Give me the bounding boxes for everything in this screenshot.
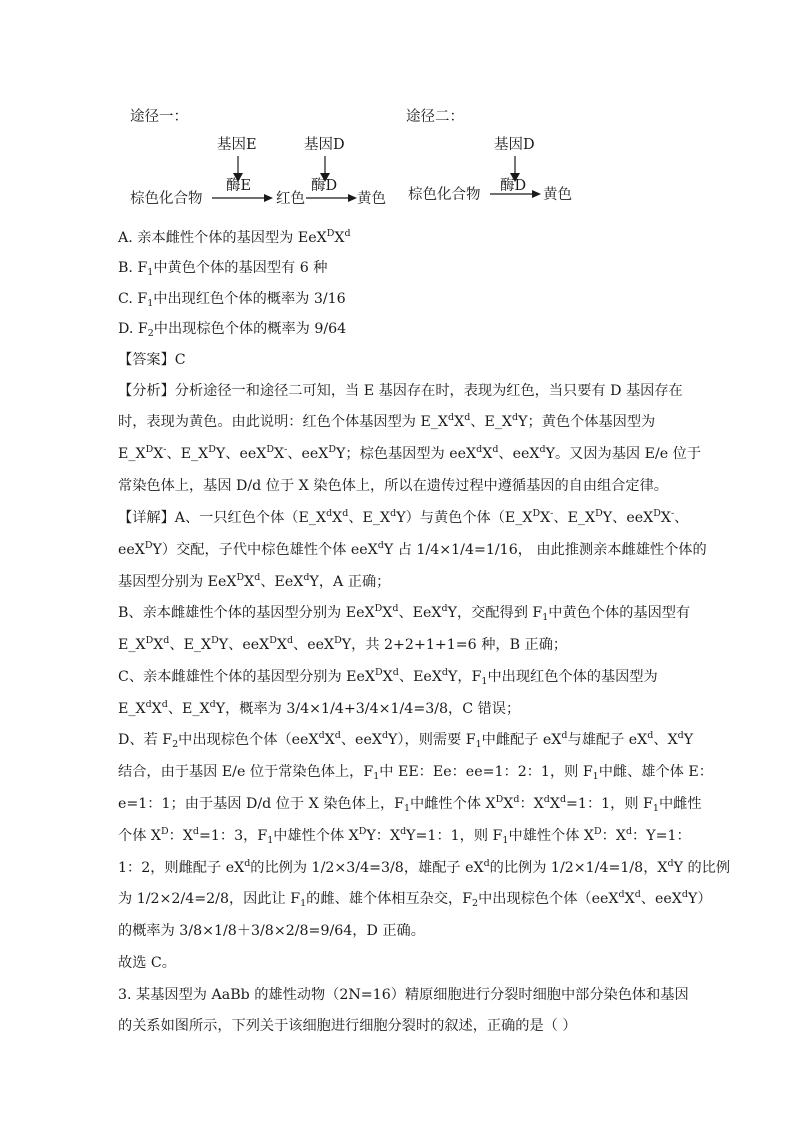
text-segment: X [660, 510, 671, 526]
supscript: d [513, 794, 520, 805]
text-segment: Y。又因为基因 E/e 位于 [545, 446, 702, 462]
text-segment: X [273, 446, 285, 462]
subscript: 1 [404, 803, 411, 814]
text-segment: 中雌性个体 X [410, 796, 496, 812]
text-segment: E_X [118, 637, 146, 653]
text-segment: 中雌、雄个体 E： [598, 764, 713, 780]
text-segment: 、EeX [398, 669, 442, 685]
text-segment: X [549, 796, 560, 812]
text-segment: Y：X [366, 828, 401, 844]
supscript: d [318, 730, 325, 741]
analysis-line-1 [118, 384, 683, 398]
detail-line-1 [118, 508, 689, 526]
text-segment: ：X [168, 828, 193, 844]
text-segment: A. 亲本雌性个体的基因型为 EeX [118, 230, 327, 246]
supscript: d [286, 635, 294, 646]
path1-arrow-to-yellow [306, 193, 358, 203]
text-segment: 中出现棕色个体（eeX [478, 891, 619, 907]
supscript: D [532, 508, 541, 519]
supscript: d [334, 730, 341, 741]
text-segment: 个体 X [118, 828, 161, 844]
text-segment: 常染色体上，基因 D/d 位于 X 染色体上，所以在遗传过程中遵循基因的自由组合定律。 [118, 478, 668, 494]
text-segment: ：Y=1： [632, 828, 691, 844]
option-a [118, 228, 351, 246]
supscript: - [284, 444, 288, 455]
text-segment: 【详解】A、一只红色个体（E_X [118, 510, 327, 526]
supscript: D [326, 228, 335, 239]
text-segment: 中出现红色个体的概率为 3/16 [153, 291, 346, 307]
text-segment: Y、eeX [602, 510, 654, 526]
text-segment: X [382, 605, 393, 621]
subscript: 2 [172, 739, 179, 750]
text-segment: =1：1，则 F [566, 796, 653, 812]
text-segment: X [540, 510, 551, 526]
path2-enzyme-d: 酶D [500, 178, 527, 194]
detail-line-2 [118, 540, 707, 558]
supscript: d [559, 794, 567, 805]
text-segment: 中出现棕色个体的概率为 9/64 [153, 321, 347, 337]
subscript: 1 [267, 835, 274, 846]
supscript: d [539, 444, 546, 455]
text-segment: 、eeX [287, 446, 329, 462]
conclusion-line: 故选 C。 [118, 955, 176, 971]
path1-enzyme-d: 酶D [311, 178, 338, 194]
text-segment: Y [683, 732, 694, 748]
supscript: D [653, 508, 661, 519]
text-segment: 【分析】分析途径一和途径二可知，当 E 基因存在时，表现为红色，当只要有 D 基因存在 [118, 383, 683, 399]
text-segment: 的比例为 1/2×1/4=1/8，X [489, 860, 668, 876]
text-segment: 结合，由于基因 E/e 位于常染色体上，F [118, 764, 374, 780]
supscript: d [390, 508, 397, 519]
supscript: d [209, 699, 216, 710]
text-segment: Y 占 1/4×1/4=1/16， 由此推测亲本雌雄性个体的 [383, 542, 707, 558]
text-segment: Y，交配得到 F [447, 605, 543, 621]
text-segment: 、 [674, 510, 689, 526]
subscript: 1 [502, 835, 509, 846]
text-segment: 、E_X [470, 414, 513, 430]
subscript: 1 [147, 267, 154, 278]
detail-line-10 [118, 794, 702, 814]
text-segment: B、亲本雌雄性个体的基因型分别为 EeX [118, 605, 375, 621]
text-segment: X [153, 446, 164, 462]
text-segment: 中雌性 [658, 796, 702, 812]
detail-line-4 [118, 603, 691, 623]
text-segment: 的比例为 1/2×3/4=3/8，雄配子 eX [250, 860, 484, 876]
supscript: d [647, 730, 654, 741]
detail-line-13 [118, 889, 712, 909]
text-segment: eeX [118, 542, 145, 558]
subscript: 1 [475, 739, 482, 750]
text-segment: e=1：1；由于基因 D/d 位于 X 染色体上，F [118, 796, 404, 812]
supscript: D [145, 635, 154, 646]
text-segment: Y，F [448, 669, 482, 685]
text-segment: 中 EE：Ee：ee=1：2：1，则 F [379, 764, 593, 780]
text-segment: X [324, 732, 335, 748]
option-c [118, 291, 346, 309]
text-segment: 、E_X [553, 510, 596, 526]
subscript: 1 [652, 803, 659, 814]
supscript: d [163, 635, 170, 646]
option-b [118, 260, 328, 278]
supscript: d [464, 412, 471, 423]
path2-arrow-to-yellow [490, 189, 542, 199]
path1-enzyme-e: 酶E [226, 178, 252, 194]
supscript: d [448, 412, 455, 423]
path2-gene-d: 基因D [494, 137, 535, 153]
subscript: 2 [147, 328, 154, 339]
supscript: d [441, 667, 449, 678]
supscript: D [266, 444, 274, 455]
detail-line-14 [118, 924, 425, 938]
text-segment: 基因型分别为 EeX [118, 574, 237, 590]
text-segment: 、eeX [640, 891, 682, 907]
supscript: D [374, 603, 383, 614]
supscript: d [512, 412, 519, 423]
text-segment: 1：2，则雌配子 eX [118, 860, 245, 876]
text-segment: Y、eeX [215, 446, 267, 462]
path2-yellow: 黄色 [543, 187, 572, 203]
supscript: d [634, 889, 641, 900]
supscript: - [550, 508, 554, 519]
text-segment: 的雌、雄个体相互杂交，F [306, 891, 473, 907]
supscript: D [495, 794, 504, 805]
supscript: D [375, 667, 383, 678]
question3-line-2: 的关系如图所示，下列关于该细胞进行细胞分裂时的叙述，正确的是（ ） [118, 1018, 577, 1034]
text-segment: D、若 F [118, 732, 173, 748]
subscript: 1 [542, 612, 549, 623]
detail-line-5 [118, 635, 568, 653]
subscript: 2 [472, 898, 479, 909]
supscript: d [483, 858, 490, 869]
text-segment: Y，共 2+2+1+1=6 种，B 正确； [341, 637, 568, 653]
supscript: D [595, 508, 603, 519]
analysis-line-3 [118, 444, 702, 462]
text-segment: Y） [687, 891, 712, 907]
supscript: D [145, 444, 154, 455]
supscript: d [381, 730, 389, 741]
text-segment: 与雄配子 eX [567, 732, 648, 748]
text-segment: X [482, 446, 493, 462]
text-segment: =1：3，F [199, 828, 268, 844]
text-segment: 中黄色个体的基因型有 [548, 605, 691, 621]
text-segment: 、eeX [498, 446, 540, 462]
text-segment: X [332, 510, 343, 526]
subscript: 1 [300, 898, 307, 909]
text-segment: X [382, 669, 393, 685]
text-segment: 中出现棕色个体（eeX [178, 732, 319, 748]
supscript: d [377, 540, 384, 551]
text-segment: Y；黄色个体基因型为 [518, 414, 656, 430]
text-segment: Y，概率为 3/4×1/4+3/4×1/4=3/8，C 错误； [215, 701, 521, 717]
text-segment: X [276, 637, 287, 653]
text-segment: X [503, 796, 514, 812]
text-segment: B. F [118, 260, 148, 276]
text-segment: 中雌配子 eX [481, 732, 562, 748]
supscript: - [670, 508, 675, 519]
subscript: 1 [481, 676, 488, 687]
path1-title: 途径一： [130, 109, 188, 125]
supscript: d [392, 603, 399, 614]
path1-arrow-to-red [212, 193, 274, 203]
supscript: D [161, 826, 169, 837]
supscript: d [392, 667, 399, 678]
text-segment: Y=1：1，则 F [406, 828, 503, 844]
supscript: d [618, 889, 625, 900]
supscript: d [244, 858, 251, 869]
text-segment: ：X [519, 796, 544, 812]
subscript: 1 [373, 771, 380, 782]
text-segment: Y 的比例 [673, 860, 731, 876]
supscript: - [163, 444, 167, 455]
text-segment: X [153, 637, 164, 653]
subscript: 1 [147, 298, 154, 309]
supscript: d [342, 508, 349, 519]
text-segment: Y），则需要 F [388, 732, 476, 748]
supscript: D [236, 572, 245, 583]
text-segment: E_X [118, 446, 146, 462]
text-segment: Y、eeX [218, 637, 270, 653]
supscript: d [561, 730, 568, 741]
supscript: D [144, 540, 153, 551]
detail-line-3 [118, 572, 391, 590]
text-segment: Y，A 正确； [309, 574, 391, 590]
supscript: d [161, 699, 168, 710]
supscript: d [145, 699, 152, 710]
path2-substrate: 棕色化合物 [408, 187, 481, 203]
text-segment: C、亲本雌雄性个体的基因型分别为 EeX [118, 669, 376, 685]
supscript: D [211, 635, 219, 646]
detail-line-12 [118, 858, 731, 876]
supscript: d [441, 603, 448, 614]
text-segment: 、E_X [348, 510, 391, 526]
subscript: 1 [592, 771, 599, 782]
text-segment: C. F [118, 291, 148, 307]
text-segment: E_X [118, 701, 146, 717]
option-d [118, 321, 347, 339]
supscript: d [303, 572, 310, 583]
path1-gene-d: 基因D [304, 137, 345, 153]
analysis-line-2 [118, 412, 656, 430]
supscript: d [681, 889, 688, 900]
text-segment: 中雄性个体 X [508, 828, 595, 844]
detail-line-9 [118, 764, 713, 782]
text-segment: 、E_X [167, 701, 210, 717]
supscript: d [254, 572, 261, 583]
text-segment: X [334, 230, 345, 246]
text-segment: X [151, 701, 162, 717]
text-segment: Y；棕色基因型为 eeX [336, 446, 477, 462]
text-segment: 、eeX [293, 637, 335, 653]
supscript: D [269, 635, 277, 646]
text-segment: X [244, 574, 255, 590]
path1-red: 红色 [276, 191, 305, 207]
text-segment: 中黄色个体的基因型有 6 种 [153, 260, 328, 276]
analysis-line-4 [118, 479, 668, 493]
detail-line-7 [118, 699, 521, 717]
path1-yellow: 黄色 [357, 191, 386, 207]
text-segment: D. F [118, 321, 148, 337]
text-segment: 中雄性个体 X [273, 828, 359, 844]
supscript: d [344, 228, 351, 239]
text-segment: X [454, 414, 465, 430]
detail-line-8 [118, 730, 694, 750]
supscript: d [667, 858, 674, 869]
text-segment: 、X [653, 732, 678, 748]
text-segment: 、eeX [340, 732, 382, 748]
supscript: d [677, 730, 684, 741]
text-segment: 时，表现为黄色。由此说明：红色个体基因型为 E_X [118, 414, 448, 430]
supscript: d [543, 794, 550, 805]
supscript: D [208, 444, 216, 455]
supscript: D [334, 635, 342, 646]
supscript: D [358, 826, 367, 837]
supscript: d [492, 444, 499, 455]
text-segment: 、E_X [169, 637, 212, 653]
path1-gene-e: 基因E [217, 137, 257, 153]
text-segment: 、EeX [260, 574, 304, 590]
detail-line-11 [118, 826, 691, 846]
supscript: d [192, 826, 200, 837]
answer-line: 【答案】C [118, 352, 186, 368]
text-segment: 为 1/2×2/4=2/8，因此让 F [118, 891, 301, 907]
question3-line-1: 3. 某基因型为 AaBb 的雄性动物（2N=16）精原细胞进行分裂时细胞中部分染色体和基因 [118, 987, 689, 1003]
supscript: d [476, 444, 483, 455]
supscript: D [328, 444, 337, 455]
text-segment: 的概率为 3/8×1/8＋3/8×2/8=9/64，D 正确。 [118, 923, 425, 939]
supscript: d [625, 826, 633, 837]
text-segment: 中出现红色个体的基因型为 [487, 669, 658, 685]
path1-substrate: 棕色化合物 [130, 191, 203, 207]
text-segment: Y）与黄色个体（E_X [396, 510, 533, 526]
path2-title: 途径二： [406, 109, 464, 125]
text-segment: X [624, 891, 635, 907]
supscript: D [594, 826, 602, 837]
text-segment: Y）交配，子代中棕色雄性个体 eeX [152, 542, 378, 558]
detail-line-6 [118, 667, 658, 687]
text-segment: 、EeX [398, 605, 442, 621]
text-segment: 、E_X [166, 446, 209, 462]
supscript: d [326, 508, 333, 519]
supscript: d [400, 826, 407, 837]
text-segment: ：X [601, 828, 626, 844]
